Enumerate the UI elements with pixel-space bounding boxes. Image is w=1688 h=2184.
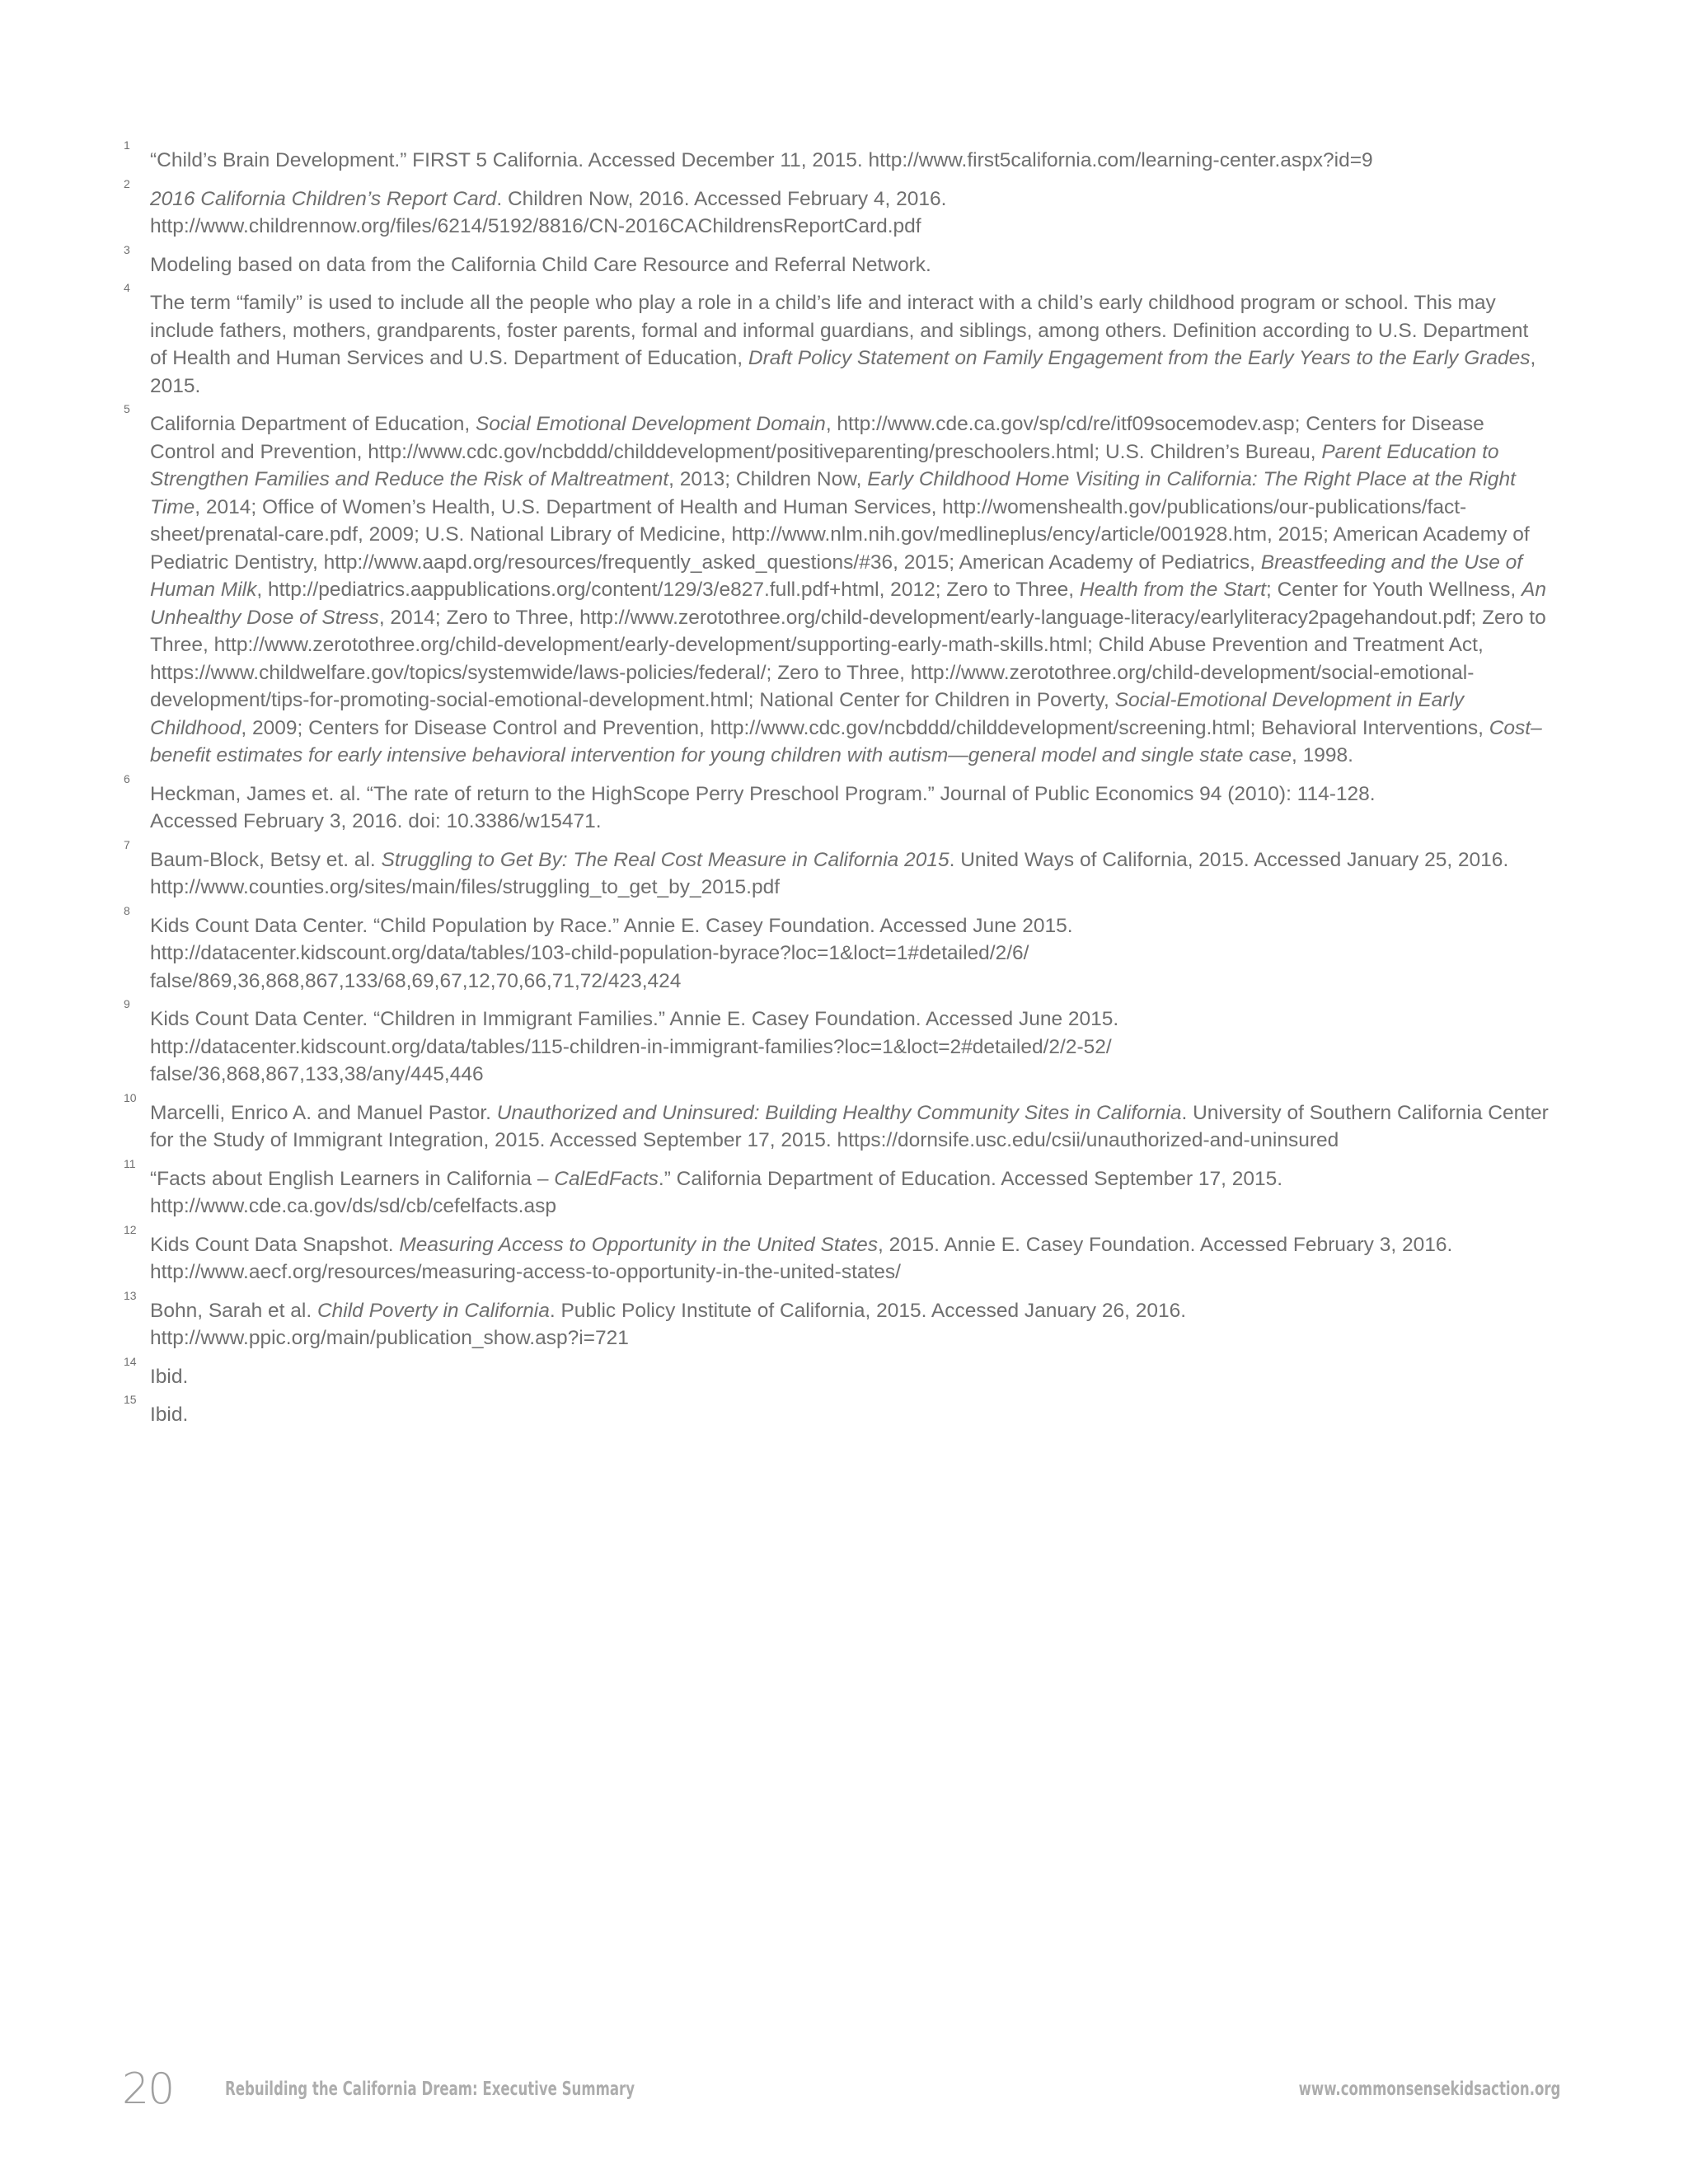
endnote-citation-text: . Public Policy Institute of California, 2015. Accessed January 26, 2016. http://www.ppic.org/main/publication_show.asp?i=721: [150, 1299, 1187, 1349]
endnote-number: 6: [124, 771, 130, 785]
endnote-italic-title: Social-Emotional Development in Early Childhood: [150, 689, 1465, 739]
endnote-text: [150, 1363, 1550, 1391]
endnote-item: [124, 1288, 1550, 1352]
endnote-citation-text: Kids Count Data Center. “Children in Immigrant Families.” Annie E. Casey Foundation. Accessed June 2015. http://datacenter.kidscount.org/data/tables/115-children-in-immigrant-families?loc=1&loct=2#detailed/2/2-52/ false/36,868,867,133,38/any/445,446: [150, 1008, 1119, 1085]
endnote-citation-text: California Department of Education,: [150, 413, 476, 435]
endnote-citation-text: Ibid.: [150, 1404, 189, 1426]
endnote-item: [124, 837, 1550, 902]
endnote-italic-title: An Unhealthy Dose of Stress: [150, 579, 1546, 629]
endnote-italic-title: 2016 California Children’s Report Card: [150, 187, 497, 210]
endnote-item: [124, 281, 1550, 400]
endnote-item: [124, 1156, 1550, 1221]
endnote-text: [150, 1165, 1550, 1221]
endnote-number: 1: [124, 138, 130, 152]
document-title: Rebuilding the California Dream: Executive Summary: [225, 2079, 635, 2100]
endnote-number: 3: [124, 242, 130, 256]
endnote-number: 4: [124, 281, 130, 294]
endnote-text: [150, 1005, 1550, 1089]
endnote-citation-text: , 2014; Zero to Three, http://www.zerotothree.org/child-development/early-language-literacy/earlyliteracy2pagehandout.pdf; Zero to Three, http://www.zerotothree.org/child-development/early-development/supporting-early-math-skills.html; Child Abuse Prevention and Treatment Act, https://www.childwelfare.gov/topics/systemwide/laws-policies/federal/; Zero to Three, http://www.zerotothree.org/child-development/social-emotional-development/tips-for-promoting-social-emotional-development.html; National Center for Children in Poverty,: [150, 606, 1546, 711]
endnote-citation-text: “Facts about English Learners in California –: [150, 1167, 555, 1190]
endnote-citation-text: , 2015.: [150, 347, 1536, 397]
endnote-text: [150, 147, 1550, 175]
endnote-citation-text: Bohn, Sarah et al.: [150, 1299, 317, 1322]
endnote-citation-text: Baum-Block, Betsy et. al.: [150, 848, 382, 871]
endnote-citation-text: , http://pediatrics.aappublications.org/content/129/3/e827.full.pdf+html, 2012; Zero to Three,: [256, 579, 1080, 601]
endnote-item: [124, 242, 1550, 279]
endnote-citation-text: The term “family” is used to include all the people who play a role in a child’s life and interact with a child’s early childhood program or school. This may include fathers, mothers, grandparents, foster parents, formal and informal guardians, and siblings, among others. Definition according to U.S. Department of Health and Human Services and U.S. Department of Education,: [150, 292, 1529, 369]
endnote-text: [150, 185, 1550, 241]
endnote-item: [124, 138, 1550, 175]
endnote-number: 13: [124, 1288, 137, 1302]
endnote-item: [124, 771, 1550, 836]
page-number: 20: [122, 2064, 174, 2114]
endnote-text: [150, 410, 1550, 770]
endnote-citation-text: , 2013; Children Now,: [668, 468, 868, 490]
endnote-number: 8: [124, 903, 130, 917]
endnote-citation-text: “Child’s Brain Development.” FIRST 5 California. Accessed December 11, 2015. http://www.first5california.com/learning-center.aspx?id=9: [150, 149, 1373, 171]
endnote-citation-text: Modeling based on data from the California Child Care Resource and Referral Network.: [150, 253, 931, 276]
endnote-citation-text: , 2014; Office of Women’s Health, U.S. Department of Health and Human Services, http://womenshealth.gov/publications/our-publications/fact-sheet/prenatal-care.pdf, 2009; U.S. National Library of Medicine, http://www.nlm.nih.gov/medlineplus/ency/article/001928.htm, 2015; American Academy of Pediatric Dentistry, http://www.aapd.org/resources/frequently_asked_questions/#36, 2015; American Academy of Pediatrics,: [150, 495, 1530, 574]
endnote-text: [150, 912, 1550, 996]
endnote-text: [150, 780, 1550, 836]
endnote-number: 14: [124, 1354, 137, 1368]
endnote-italic-title: Measuring Access to Opportunity in the United States: [399, 1233, 878, 1256]
endnote-italic-title: Unauthorized and Uninsured: Building Healthy Community Sites in California: [496, 1101, 1182, 1124]
page-footer: [122, 2064, 1560, 2114]
endnote-item: [124, 176, 1550, 241]
endnote-citation-text: , http://www.cde.ca.gov/sp/cd/re/itf09socemodev.asp; Centers for Disease Control and Prevention, http://www.cdc.gov/ncbddd/childdevelopment/positiveparenting/preschoolers.html; U.S. Children’s Bureau,: [150, 413, 1484, 463]
endnote-number: 15: [124, 1393, 137, 1406]
endnote-citation-text: , 2015. Annie E. Casey Foundation. Accessed February 3, 2016. http://www.aecf.org/resources/measuring-access-to-opportunity-in-the-united-states/: [150, 1233, 1453, 1283]
endnote-item: [124, 997, 1550, 1089]
endnote-italic-title: CalEdFacts: [554, 1167, 659, 1190]
endnote-number: 5: [124, 402, 130, 415]
endnote-citation-text: . United Ways of California, 2015. Accessed January 25, 2016. http://www.counties.org/sites/main/files/struggling_to_get_by_2015.pdf: [150, 848, 1509, 898]
endnote-italic-title: Child Poverty in California: [316, 1299, 550, 1322]
endnote-citation-text: .” California Department of Education. Accessed September 17, 2015. http://www.cde.ca.gov/ds/sd/cb/cefelfacts.asp: [150, 1167, 1283, 1217]
endnote-number: 12: [124, 1222, 137, 1236]
endnote-text: [150, 289, 1550, 400]
endnote-citation-text: Marcelli, Enrico A. and Manuel Pastor.: [150, 1101, 497, 1124]
endnote-number: 2: [124, 176, 130, 190]
endnote-citation-text: ; Center for Youth Wellness,: [1265, 579, 1522, 601]
endnote-number: 7: [124, 837, 130, 851]
endnote-citation-text: Heckman, James et. al. “The rate of return to the HighScope Perry Preschool Program.” Journal of Public Economics 94 (2010): 114-128. Accessed February 3, 2016. doi: 10.3386/w15471.: [150, 782, 1376, 832]
endnote-citation-text: Ibid.: [150, 1365, 189, 1388]
endnote-italic-title: Breastfeeding and the Use of Human Milk: [150, 551, 1523, 601]
endnote-item: [124, 1354, 1550, 1391]
endnote-text: [150, 1401, 1550, 1429]
endnote-italic-title: Parent Education to Strengthen Families and Reduce the Risk of Maltreatment: [150, 440, 1499, 490]
endnote-citation-text: , 2009; Centers for Disease Control and Prevention, http://www.cdc.gov/ncbddd/childdevelopment/screening.html; Behavioral Interventions,: [241, 716, 1489, 739]
website-url: www.commonsensekidsaction.org: [1298, 2079, 1560, 2100]
endnote-item: [124, 1393, 1550, 1429]
endnote-citation-text: Kids Count Data Center. “Child Population by Race.” Annie E. Casey Foundation. Accessed June 2015. http://datacenter.kidscount.org/data/tables/103-child-population-byrace?loc=1&loct=1#detailed/2/6/ false/869,36,868,867,133/68,69,67,12,70,66,71,72/423,424: [150, 914, 1073, 992]
endnote-citation-text: . Children Now, 2016. Accessed February 4, 2016. http://www.childrennow.org/files/6214/5192/8816/CN-2016CAChildrensReportCard.pdf: [150, 187, 947, 237]
endnote-italic-title: Struggling to Get By: The Real Cost Measure in California 2015: [381, 848, 950, 871]
endnote-item: [124, 402, 1550, 770]
endnote-text: [150, 1099, 1550, 1155]
endnote-italic-title: Health from the Start: [1079, 579, 1266, 601]
endnote-item: [124, 903, 1550, 996]
endnote-item: [124, 1090, 1550, 1155]
endnote-italic-title: Social Emotional Development Domain: [475, 413, 826, 435]
endnote-text: [150, 251, 1550, 279]
endnote-italic-title: Early Childhood Home Visiting in California: The Right Place at the Right Time: [150, 468, 1516, 518]
endnote-number: 11: [124, 1156, 136, 1170]
endnote-citation-text: Kids Count Data Snapshot.: [150, 1233, 400, 1256]
endnote-text: [150, 1297, 1550, 1352]
endnotes-list: [124, 138, 1550, 1440]
endnote-number: 10: [124, 1090, 137, 1104]
endnote-text: [150, 1231, 1550, 1286]
endnote-citation-text: . University of Southern California Center for the Study of Immigrant Integration, 2015. Accessed September 17, 2015. https://dornsife.usc.edu/csii/unauthorized-and-uninsured: [150, 1101, 1549, 1151]
endnote-citation-text: , 1998.: [1292, 744, 1353, 766]
endnote-italic-title: Cost–benefit estimates for early intensive behavioral intervention for young children with autism—general model and single state case: [150, 716, 1542, 766]
endnote-item: [124, 1222, 1550, 1286]
endnote-italic-title: Draft Policy Statement on Family Engagement from the Early Years to the Early Grades: [748, 347, 1531, 369]
endnote-number: 9: [124, 997, 130, 1010]
endnote-text: [150, 846, 1550, 902]
